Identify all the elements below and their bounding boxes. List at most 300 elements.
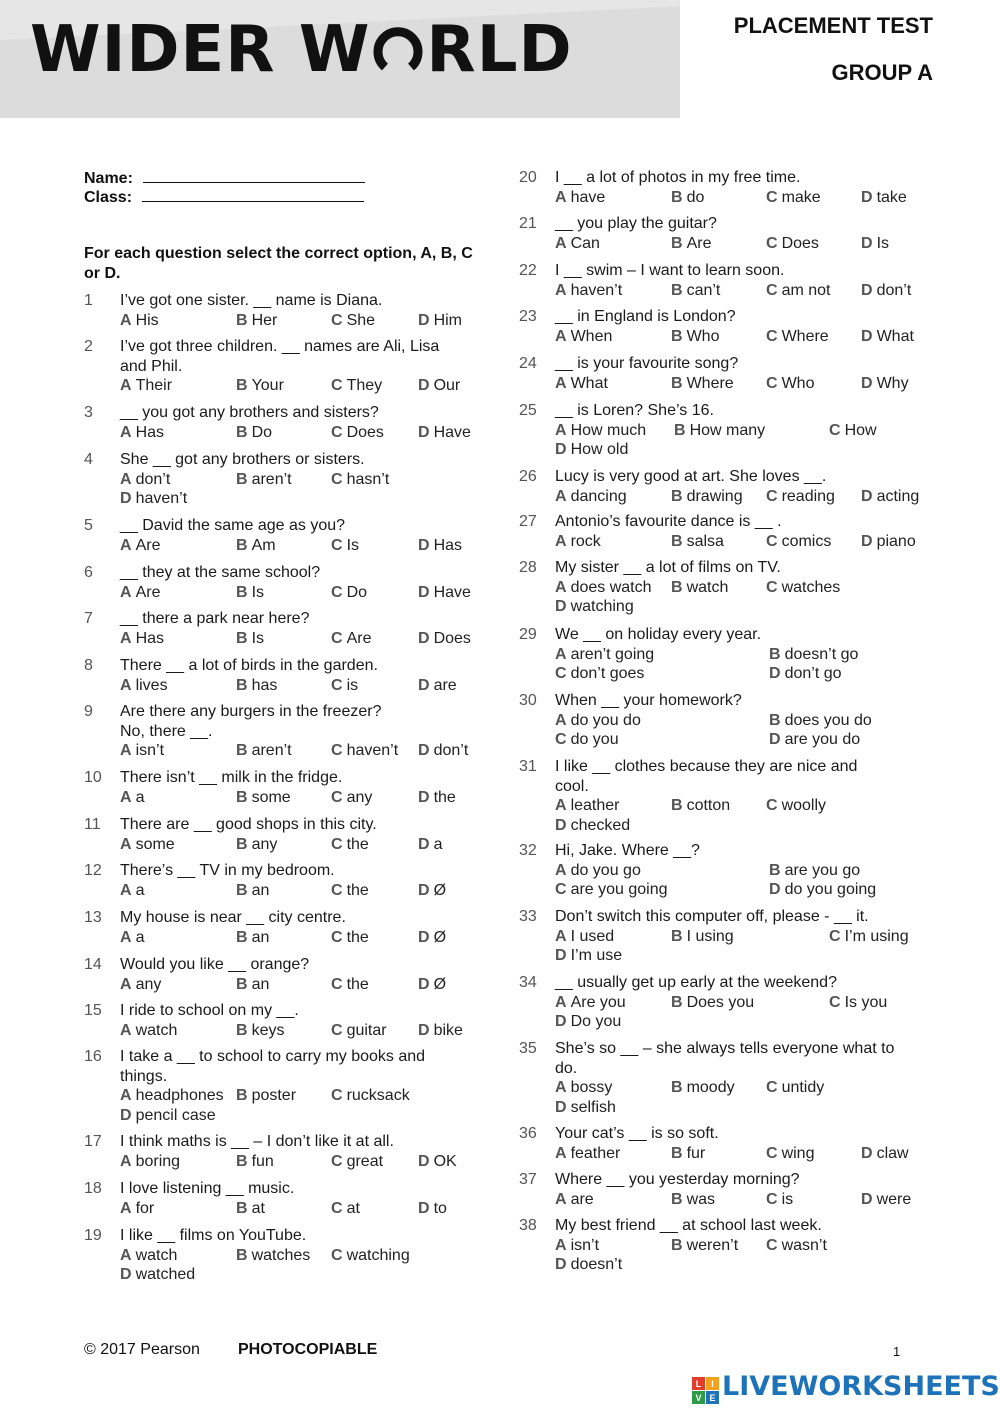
option-b[interactable] bbox=[769, 861, 860, 881]
option-text: isn’t bbox=[135, 742, 165, 759]
option-letter: C bbox=[331, 1246, 343, 1264]
option-c[interactable] bbox=[766, 1144, 814, 1164]
badge-letter-2: I bbox=[711, 1379, 714, 1389]
option-a[interactable] bbox=[120, 423, 164, 443]
option-letter: B bbox=[671, 993, 683, 1011]
question-number: 32 bbox=[519, 842, 537, 859]
question-number: 21 bbox=[519, 215, 537, 232]
option-c[interactable] bbox=[766, 578, 840, 598]
option-a[interactable] bbox=[555, 421, 646, 441]
option-b[interactable] bbox=[236, 311, 277, 331]
option-b[interactable] bbox=[236, 835, 277, 855]
option-text: pencil case bbox=[135, 1106, 216, 1124]
option-a[interactable] bbox=[120, 629, 164, 649]
question-number: 37 bbox=[519, 1171, 537, 1188]
option-c[interactable] bbox=[331, 423, 384, 443]
option-b[interactable] bbox=[671, 281, 720, 301]
option-text: When bbox=[570, 327, 613, 345]
option-a[interactable] bbox=[555, 1236, 599, 1256]
option-letter: A bbox=[120, 423, 132, 441]
option-letter: B bbox=[236, 676, 248, 694]
option-a[interactable] bbox=[120, 311, 159, 331]
option-letter: C bbox=[555, 881, 567, 898]
option-b[interactable] bbox=[671, 1078, 735, 1098]
option-letter: C bbox=[766, 327, 778, 345]
option-a[interactable] bbox=[555, 711, 641, 731]
option-b[interactable] bbox=[671, 993, 754, 1013]
option-c[interactable] bbox=[766, 1236, 827, 1256]
option-letter: B bbox=[236, 1021, 248, 1039]
option-letter: D bbox=[418, 975, 430, 993]
option-d[interactable] bbox=[555, 1255, 622, 1275]
option-b[interactable] bbox=[674, 421, 765, 441]
option-c[interactable] bbox=[766, 1190, 793, 1210]
option-c[interactable] bbox=[766, 374, 814, 394]
option-d[interactable] bbox=[418, 928, 446, 948]
option-b[interactable] bbox=[236, 741, 292, 761]
option-letter: C bbox=[766, 234, 778, 252]
option-d[interactable] bbox=[418, 975, 446, 995]
option-text: How old bbox=[570, 441, 629, 458]
option-c[interactable] bbox=[331, 470, 389, 490]
option-text: Is bbox=[346, 536, 360, 554]
option-a[interactable] bbox=[555, 1144, 620, 1164]
option-a[interactable] bbox=[555, 188, 605, 208]
option-a[interactable] bbox=[555, 1078, 612, 1098]
option-d[interactable] bbox=[555, 946, 622, 966]
option-d[interactable] bbox=[418, 1021, 463, 1041]
question-number: 19 bbox=[84, 1227, 102, 1244]
option-letter: D bbox=[120, 1106, 132, 1124]
option-d[interactable] bbox=[861, 487, 919, 507]
option-c[interactable] bbox=[331, 311, 375, 331]
option-a[interactable] bbox=[555, 234, 600, 254]
option-letter: B bbox=[236, 835, 248, 853]
option-a[interactable] bbox=[120, 583, 160, 603]
option-text: How much bbox=[570, 421, 647, 439]
option-letter: A bbox=[555, 1190, 567, 1208]
option-letter: D bbox=[861, 188, 873, 206]
option-text: haven’t bbox=[570, 281, 623, 299]
option-text: at bbox=[346, 1199, 360, 1217]
option-text: doesn’t go bbox=[784, 645, 859, 663]
option-letter: D bbox=[555, 1013, 567, 1030]
option-letter: C bbox=[766, 188, 778, 206]
option-b[interactable] bbox=[671, 1190, 715, 1210]
option-text: comics bbox=[781, 532, 832, 550]
option-d[interactable] bbox=[769, 880, 876, 900]
option-letter: B bbox=[236, 423, 248, 441]
option-d[interactable] bbox=[120, 489, 187, 509]
option-c[interactable] bbox=[331, 881, 369, 901]
question-number: 38 bbox=[519, 1217, 537, 1234]
option-letter: A bbox=[555, 421, 567, 439]
option-d[interactable] bbox=[555, 597, 634, 617]
option-b[interactable] bbox=[236, 629, 264, 649]
option-letter: D bbox=[555, 598, 567, 615]
option-a[interactable] bbox=[555, 993, 626, 1013]
option-text: have bbox=[570, 188, 606, 206]
option-letter: C bbox=[766, 797, 778, 814]
option-letter: D bbox=[418, 1199, 430, 1217]
option-c[interactable] bbox=[766, 281, 830, 301]
option-d[interactable] bbox=[861, 327, 914, 347]
option-d[interactable] bbox=[418, 536, 462, 556]
class-field[interactable] bbox=[84, 187, 364, 207]
option-a[interactable] bbox=[555, 374, 608, 394]
option-d[interactable] bbox=[418, 881, 446, 901]
option-text: don’t go bbox=[784, 665, 842, 682]
option-text: How many bbox=[689, 421, 766, 439]
option-b[interactable] bbox=[236, 881, 269, 901]
option-letter: A bbox=[120, 583, 132, 601]
option-letter: A bbox=[555, 927, 567, 945]
option-d[interactable] bbox=[418, 1152, 457, 1172]
option-text: Who bbox=[781, 374, 815, 392]
option-text: OK bbox=[433, 1152, 457, 1170]
question-number: 35 bbox=[519, 1040, 537, 1057]
option-d[interactable] bbox=[769, 730, 860, 750]
option-c[interactable] bbox=[331, 376, 382, 396]
option-letter: A bbox=[120, 1152, 132, 1170]
question-text: I’ve got one sister. __ name is Diana. bbox=[120, 292, 383, 309]
option-text: bossy bbox=[570, 1079, 613, 1096]
option-text: acting bbox=[876, 487, 920, 505]
option-d[interactable] bbox=[861, 1190, 911, 1210]
option-b[interactable] bbox=[671, 796, 730, 816]
option-text: Do bbox=[251, 423, 273, 441]
option-b[interactable] bbox=[671, 374, 734, 394]
option-c[interactable] bbox=[829, 993, 887, 1013]
option-d[interactable] bbox=[555, 440, 628, 460]
option-letter: D bbox=[120, 1266, 132, 1283]
option-a[interactable] bbox=[120, 741, 164, 761]
option-a[interactable] bbox=[555, 927, 614, 947]
option-d[interactable] bbox=[861, 188, 907, 208]
question-text: I love listening __ music. bbox=[120, 1180, 295, 1197]
option-d[interactable] bbox=[418, 376, 460, 396]
option-b[interactable] bbox=[671, 327, 719, 347]
option-a[interactable] bbox=[120, 536, 160, 556]
option-letter: C bbox=[331, 1021, 343, 1039]
option-text: some bbox=[251, 788, 291, 806]
option-d[interactable] bbox=[418, 788, 456, 808]
option-a[interactable] bbox=[120, 975, 161, 995]
option-text: fun bbox=[251, 1152, 274, 1170]
option-c[interactable] bbox=[555, 730, 619, 750]
option-letter: C bbox=[331, 1199, 343, 1217]
option-c[interactable] bbox=[766, 188, 821, 208]
option-c[interactable] bbox=[766, 796, 826, 816]
option-d[interactable] bbox=[861, 374, 909, 394]
option-text: do you going bbox=[784, 881, 877, 898]
option-a[interactable] bbox=[120, 470, 170, 490]
option-a[interactable] bbox=[555, 861, 641, 881]
option-c[interactable] bbox=[331, 928, 369, 948]
question-number: 29 bbox=[519, 626, 537, 643]
wider-world-logo bbox=[30, 13, 573, 87]
option-letter: C bbox=[766, 1079, 778, 1096]
option-b[interactable] bbox=[236, 470, 292, 490]
option-a[interactable] bbox=[555, 532, 601, 552]
option-b[interactable] bbox=[236, 376, 284, 396]
option-d[interactable] bbox=[418, 835, 442, 855]
name-line[interactable] bbox=[143, 168, 365, 183]
option-b[interactable] bbox=[236, 1086, 296, 1106]
option-d[interactable] bbox=[418, 629, 471, 649]
option-c[interactable] bbox=[331, 975, 369, 995]
option-c[interactable] bbox=[555, 664, 644, 684]
question-text: __ David the same age as you? bbox=[120, 517, 346, 534]
option-b[interactable] bbox=[671, 1236, 738, 1256]
option-letter: A bbox=[555, 578, 567, 596]
option-c[interactable] bbox=[331, 788, 372, 808]
option-b[interactable] bbox=[671, 578, 728, 598]
option-a[interactable] bbox=[120, 788, 144, 808]
option-letter: D bbox=[769, 665, 781, 682]
option-text: lives bbox=[135, 676, 168, 694]
option-d[interactable] bbox=[861, 281, 911, 301]
option-c[interactable] bbox=[331, 1086, 410, 1106]
option-c[interactable] bbox=[331, 1021, 387, 1041]
option-d[interactable] bbox=[769, 664, 842, 684]
option-c[interactable] bbox=[766, 1078, 824, 1098]
option-letter: A bbox=[555, 532, 567, 550]
option-letter: D bbox=[418, 629, 430, 647]
option-b[interactable] bbox=[769, 711, 872, 731]
option-text: watches bbox=[251, 1246, 311, 1264]
option-a[interactable] bbox=[120, 376, 172, 396]
option-text: Is bbox=[251, 583, 265, 601]
option-d[interactable] bbox=[861, 234, 889, 254]
option-d[interactable] bbox=[418, 311, 462, 331]
option-c[interactable] bbox=[331, 741, 398, 761]
option-text: Her bbox=[251, 311, 278, 329]
option-b[interactable] bbox=[671, 188, 704, 208]
option-a[interactable] bbox=[120, 1152, 180, 1172]
option-a[interactable] bbox=[555, 487, 627, 507]
option-a[interactable] bbox=[120, 928, 144, 948]
question-number: 5 bbox=[84, 517, 93, 534]
option-a[interactable] bbox=[120, 1086, 224, 1106]
option-c[interactable] bbox=[331, 1246, 410, 1266]
question-text: I think maths is __ – I don’t like it at all. bbox=[120, 1133, 394, 1150]
option-text: a bbox=[135, 881, 145, 899]
badge-letter-4: E bbox=[709, 1393, 716, 1403]
question-text: __ you play the guitar? bbox=[555, 215, 717, 232]
option-b[interactable] bbox=[671, 234, 711, 254]
option-text: a bbox=[135, 788, 145, 806]
option-c[interactable] bbox=[331, 583, 367, 603]
option-b[interactable] bbox=[236, 1152, 274, 1172]
option-d[interactable] bbox=[861, 532, 916, 552]
question-text: I like __ films on YouTube. bbox=[120, 1227, 307, 1244]
option-text: do you bbox=[570, 731, 619, 748]
question-text: She’s so __ – she always tells everyone what to bbox=[555, 1040, 895, 1057]
option-letter: A bbox=[120, 742, 132, 759]
option-b[interactable] bbox=[236, 1246, 310, 1266]
option-d[interactable] bbox=[120, 1106, 216, 1126]
option-text: does watch bbox=[570, 578, 652, 596]
option-b[interactable] bbox=[236, 1021, 284, 1041]
option-letter: B bbox=[236, 536, 248, 554]
option-a[interactable] bbox=[120, 676, 168, 696]
option-text: checked bbox=[570, 816, 631, 834]
question-number: 12 bbox=[84, 862, 102, 879]
option-d[interactable] bbox=[418, 676, 457, 696]
option-d[interactable] bbox=[555, 816, 630, 836]
option-text: I using bbox=[686, 927, 734, 945]
test-group: GROUP A bbox=[831, 60, 933, 85]
option-letter: C bbox=[331, 311, 343, 329]
option-text: They bbox=[346, 377, 383, 394]
option-a[interactable] bbox=[120, 1021, 177, 1041]
option-letter: C bbox=[331, 835, 343, 853]
option-text: watch bbox=[135, 1021, 178, 1039]
option-letter: D bbox=[861, 234, 873, 252]
option-letter: B bbox=[236, 742, 248, 759]
option-b[interactable] bbox=[236, 1199, 265, 1219]
option-text: is bbox=[346, 676, 359, 694]
option-b[interactable] bbox=[671, 487, 743, 507]
option-text: Does bbox=[346, 423, 384, 441]
option-c[interactable] bbox=[331, 1199, 360, 1219]
option-c[interactable] bbox=[766, 532, 831, 552]
option-letter: A bbox=[555, 1236, 567, 1254]
option-b[interactable] bbox=[236, 536, 276, 556]
class-line[interactable] bbox=[142, 187, 364, 202]
option-text: watching bbox=[570, 598, 634, 615]
option-a[interactable] bbox=[555, 327, 612, 347]
option-text: are you go bbox=[784, 861, 861, 879]
option-text: a bbox=[433, 835, 443, 853]
option-c[interactable] bbox=[331, 629, 371, 649]
option-d[interactable] bbox=[120, 1265, 195, 1285]
option-letter: B bbox=[236, 583, 248, 601]
option-d[interactable] bbox=[418, 583, 471, 603]
option-a[interactable] bbox=[555, 645, 654, 665]
question-number: 18 bbox=[84, 1180, 102, 1197]
option-c[interactable] bbox=[331, 835, 369, 855]
option-letter: D bbox=[418, 928, 430, 946]
option-letter: C bbox=[331, 742, 343, 759]
option-d[interactable] bbox=[555, 1098, 616, 1118]
option-text: Do bbox=[346, 583, 368, 601]
name-field[interactable] bbox=[84, 168, 365, 188]
option-text: boring bbox=[135, 1152, 181, 1170]
option-b[interactable] bbox=[236, 676, 277, 696]
option-letter: D bbox=[555, 441, 567, 458]
option-letter: B bbox=[671, 1079, 683, 1096]
option-b[interactable] bbox=[236, 423, 272, 443]
option-a[interactable] bbox=[555, 1190, 594, 1210]
option-c[interactable] bbox=[331, 676, 358, 696]
option-c[interactable] bbox=[331, 1152, 383, 1172]
option-text: for bbox=[135, 1199, 155, 1217]
option-d[interactable] bbox=[418, 423, 471, 443]
option-text: watched bbox=[135, 1266, 196, 1283]
option-letter: B bbox=[674, 421, 686, 439]
option-letter: B bbox=[769, 711, 781, 729]
option-letter: B bbox=[671, 797, 683, 814]
option-letter: C bbox=[829, 927, 841, 945]
option-text: don’t bbox=[135, 470, 171, 488]
option-c[interactable] bbox=[766, 487, 835, 507]
option-letter: D bbox=[418, 788, 430, 806]
option-text: Ø bbox=[433, 928, 447, 946]
option-c[interactable] bbox=[555, 880, 668, 900]
option-b[interactable] bbox=[236, 788, 291, 808]
option-text: take bbox=[876, 188, 907, 206]
question-number: 23 bbox=[519, 308, 537, 325]
option-text: can’t bbox=[686, 281, 721, 299]
option-letter: B bbox=[671, 1236, 683, 1254]
question-text: __ usually get up early at the weekend? bbox=[555, 974, 837, 991]
option-a[interactable] bbox=[555, 796, 619, 816]
question-number: 26 bbox=[519, 468, 537, 485]
option-letter: A bbox=[120, 1199, 132, 1217]
option-b[interactable] bbox=[236, 583, 264, 603]
question-text: My house is near __ city centre. bbox=[120, 909, 346, 926]
option-text: are bbox=[570, 1190, 594, 1208]
option-letter: D bbox=[555, 1256, 567, 1273]
option-c[interactable] bbox=[829, 927, 909, 947]
option-b[interactable] bbox=[671, 927, 734, 947]
option-text: Do you bbox=[570, 1013, 622, 1030]
option-c[interactable] bbox=[766, 327, 829, 347]
option-letter: A bbox=[120, 835, 132, 853]
option-a[interactable] bbox=[555, 281, 622, 301]
option-a[interactable] bbox=[120, 881, 144, 901]
option-d[interactable] bbox=[861, 1144, 909, 1164]
option-text: a bbox=[135, 928, 145, 946]
option-b[interactable] bbox=[236, 928, 269, 948]
question-text: __ there a park near here? bbox=[120, 610, 310, 627]
option-c[interactable] bbox=[331, 536, 359, 556]
question-number: 30 bbox=[519, 692, 537, 709]
question-number: 34 bbox=[519, 974, 537, 991]
option-a[interactable] bbox=[555, 578, 652, 598]
option-b[interactable] bbox=[769, 645, 858, 665]
option-letter: A bbox=[555, 645, 567, 663]
option-d[interactable] bbox=[555, 1012, 621, 1032]
option-letter: C bbox=[766, 578, 778, 596]
option-d[interactable] bbox=[418, 1199, 447, 1219]
question-text: My sister __ a lot of films on TV. bbox=[555, 559, 781, 576]
option-b[interactable] bbox=[236, 975, 269, 995]
option-a[interactable] bbox=[120, 835, 175, 855]
question-number: 6 bbox=[84, 564, 93, 581]
option-c[interactable] bbox=[829, 421, 877, 441]
option-text: reading bbox=[781, 487, 835, 505]
option-d[interactable] bbox=[418, 741, 468, 761]
option-c[interactable] bbox=[766, 234, 819, 254]
option-text: She bbox=[346, 311, 376, 329]
option-letter: A bbox=[555, 188, 567, 206]
option-a[interactable] bbox=[120, 1199, 154, 1219]
option-text: Your bbox=[251, 377, 284, 394]
option-b[interactable] bbox=[671, 532, 724, 552]
option-letter: D bbox=[861, 487, 873, 505]
option-text: Are bbox=[135, 536, 161, 554]
option-b[interactable] bbox=[671, 1144, 705, 1164]
option-text: an bbox=[251, 881, 270, 899]
option-letter: A bbox=[120, 311, 132, 329]
option-a[interactable] bbox=[120, 1246, 177, 1266]
option-text: wasn’t bbox=[781, 1236, 827, 1254]
option-text: Is you bbox=[844, 993, 888, 1011]
name-label: Name: bbox=[84, 170, 133, 187]
